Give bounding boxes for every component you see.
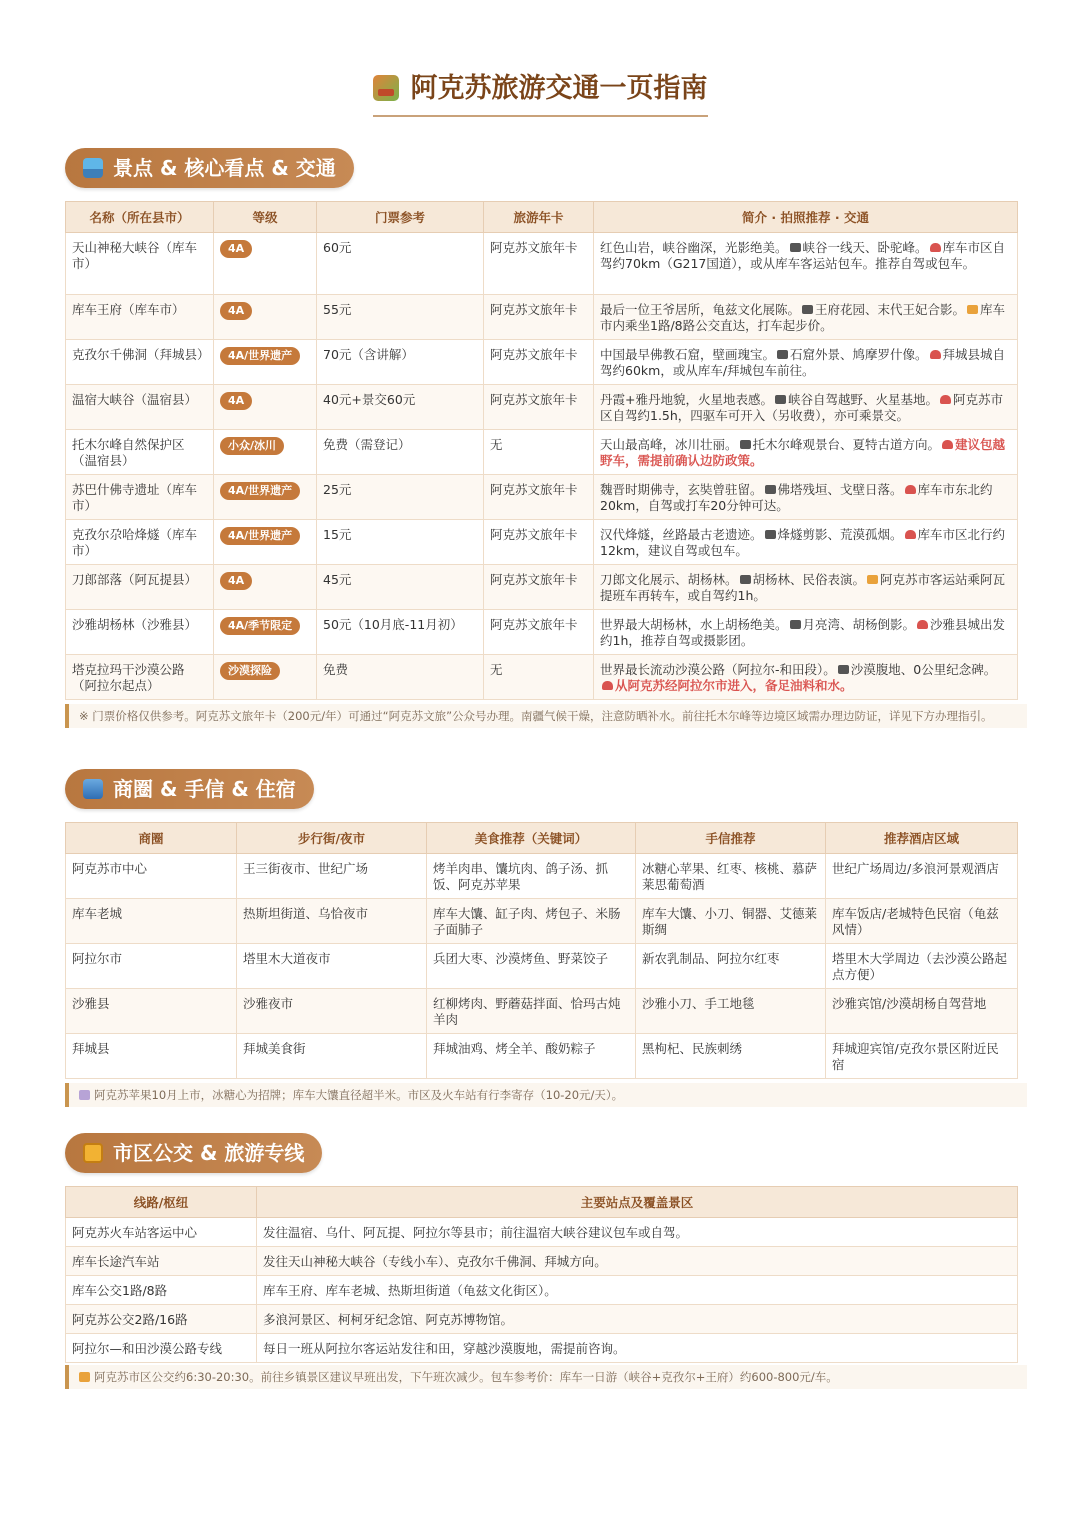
car-icon: [940, 395, 951, 404]
spot-description: [594, 520, 1018, 565]
traffic-info: 沙雅县城出发约1h，推荐自驾或摄影团。: [600, 617, 1006, 648]
intro-text: 最后一位王爷居所，龟兹文化展陈。: [600, 302, 801, 317]
table-row: [66, 1218, 1018, 1247]
level-badge: 4A: [220, 392, 252, 410]
spot-name: 克孜尔尕哈烽燧（库车市）: [66, 520, 214, 565]
transit-note: [65, 1365, 1027, 1389]
tip-icon: [79, 1090, 90, 1100]
intro-text: 中国最早佛教石窟，壁画瑰宝。: [600, 347, 776, 362]
traffic-info: 库车市区自驾约70km（G217国道），或从库车客运站包车。推荐自驾或包车。: [600, 240, 1006, 271]
route-name: 库车长途汽车站: [66, 1247, 257, 1276]
business-note: [65, 1083, 1027, 1107]
scenic-note: [65, 704, 1027, 728]
camera-icon: [790, 620, 801, 629]
column-header: 美食推荐（关键词）: [427, 823, 636, 854]
bus-icon: [79, 1372, 90, 1382]
ticket-price: 40元+景交60元: [317, 385, 484, 430]
spot-name: 库车王府（库车市）: [66, 295, 214, 340]
table-row: [66, 475, 1018, 520]
food-keywords: 兵团大枣、沙漠烤鱼、野菜饺子: [427, 944, 636, 989]
night-market: 王三街夜市、世纪广场: [237, 854, 427, 899]
page-title: [373, 66, 708, 117]
spot-description: [594, 610, 1018, 655]
table-row: [66, 340, 1018, 385]
level-cell: [214, 385, 317, 430]
table-row: [66, 989, 1018, 1034]
table-header-row: [66, 823, 1018, 854]
intro-text: 丹霞+雅丹地貌，火星地表感。: [600, 392, 773, 407]
column-header: 线路/枢纽: [66, 1187, 257, 1218]
level-badge: 4A: [220, 572, 252, 590]
photo-tips: 峡谷自驾越野、火星基地。: [787, 392, 938, 407]
level-badge: 4A/世界遗产: [220, 527, 300, 545]
note-text: 阿克苏苹果10月上市，冰糖心为招牌；库车大馕直径超半米。市区及火车站有行李寄存（10-20元/天）。: [94, 1088, 624, 1102]
route-stops: 库车王府、库车老城、热斯坦街道（龟兹文化街区）。: [257, 1276, 1018, 1305]
level-cell: [214, 430, 317, 475]
table-row: [66, 854, 1018, 899]
column-header: 简介 · 拍照推荐 · 交通: [594, 202, 1018, 233]
business-table: [65, 822, 1018, 1079]
camera-icon: [838, 665, 849, 674]
spot-description: [594, 475, 1018, 520]
spot-description: [594, 565, 1018, 610]
table-header-row: [66, 1187, 1018, 1218]
table-row: [66, 1276, 1018, 1305]
section-header-scenic: [65, 148, 354, 188]
photo-tips: 王府花园、末代王妃合影。: [815, 302, 966, 317]
car-icon: [942, 440, 953, 449]
souvenirs: 新农乳制品、阿拉尔红枣: [636, 944, 826, 989]
table-row: [66, 1247, 1018, 1276]
spot-description: [594, 430, 1018, 475]
traffic-info: 建议包越野车，需提前确认边防政策。: [600, 437, 1006, 468]
page-header: [0, 66, 1080, 117]
level-cell: [214, 340, 317, 385]
level-cell: [214, 565, 317, 610]
note-text: ※ 门票价格仅供参考。阿克苏文旅年卡（200元/年）可通过“阿克苏文旅”公众号办理。南疆气候干燥，注意防晒补水。前往托木尔峰等边境区域需办理边防证，详见下方办理指引。: [79, 709, 993, 723]
night-market: 热斯坦街道、乌恰夜市: [237, 899, 427, 944]
table-row: [66, 655, 1018, 700]
table-row: [66, 944, 1018, 989]
level-badge: 小众/冰川: [220, 437, 284, 455]
traffic-info: 库车市区北行约12km，建议自驾或包车。: [600, 527, 1006, 558]
intro-text: 天山最高峰，冰川壮丽。: [600, 437, 738, 452]
annual-card: 阿克苏文旅年卡: [484, 610, 594, 655]
spot-description: [594, 233, 1018, 295]
spot-name: 克孜尔千佛洞（拜城县）: [66, 340, 214, 385]
route-stops: 发往温宿、乌什、阿瓦提、阿拉尔等县市；前往温宿大峡谷建议包车或自驾。: [257, 1218, 1018, 1247]
photo-tips: 佛塔残垣、戈壁日落。: [777, 482, 903, 497]
annual-card: 阿克苏文旅年卡: [484, 295, 594, 340]
ticket-price: 70元（含讲解）: [317, 340, 484, 385]
intro-text: 世界最大胡杨林，水上胡杨绝美。: [600, 617, 788, 632]
traffic-info: 库车市内乘坐1路/8路公交直达，打车起步价。: [600, 302, 1006, 333]
route-name: 阿克苏公交2路/16路: [66, 1305, 257, 1334]
intro-text: 红色山岩，峡谷幽深，光影绝美。: [600, 240, 788, 255]
table-row: [66, 1305, 1018, 1334]
spot-name: 塔克拉玛干沙漠公路（阿拉尔起点）: [66, 655, 214, 700]
intro-text: 世界最长流动沙漠公路（阿拉尔-和田段）。: [600, 662, 836, 677]
camera-icon: [765, 530, 776, 539]
spot-name: 苏巴什佛寺遗址（库车市）: [66, 475, 214, 520]
section-title: 市区公交 & 旅游专线: [113, 1141, 305, 1165]
photo-tips: 月亮湾、胡杨倒影。: [802, 617, 916, 632]
camera-icon: [777, 350, 788, 359]
column-header: 推荐酒店区域: [826, 823, 1018, 854]
annual-card: 阿克苏文旅年卡: [484, 565, 594, 610]
district-name: 库车老城: [66, 899, 237, 944]
food-keywords: 拜城油鸡、烤全羊、酸奶粽子: [427, 1034, 636, 1079]
souvenirs: 黑枸杞、民族刺绣: [636, 1034, 826, 1079]
level-cell: [214, 655, 317, 700]
table-row: [66, 1034, 1018, 1079]
level-badge: 4A: [220, 240, 252, 258]
spot-name: 沙雅胡杨林（沙雅县）: [66, 610, 214, 655]
spot-description: [594, 385, 1018, 430]
table-row: [66, 385, 1018, 430]
route-name: 阿拉尔—和田沙漠公路专线: [66, 1334, 257, 1363]
column-header: 门票参考: [317, 202, 484, 233]
bus-icon: [83, 1143, 103, 1163]
page-title-text: 阿克苏旅游交通一页指南: [410, 73, 708, 104]
photo-tips: 峡谷一线天、卧驼峰。: [802, 240, 928, 255]
camera-icon: [802, 305, 813, 314]
route-stops: 多浪河景区、柯柯牙纪念馆、阿克苏博物馆。: [257, 1305, 1018, 1334]
bus-icon: [967, 305, 978, 314]
annual-card: 无: [484, 655, 594, 700]
column-header: 旅游年卡: [484, 202, 594, 233]
column-header: 主要站点及覆盖景区: [257, 1187, 1018, 1218]
shopping-icon: [83, 779, 103, 799]
table-row: [66, 610, 1018, 655]
traffic-info: 库车市东北约20km，自驾或打车20分钟可达。: [600, 482, 993, 513]
level-badge: 4A: [220, 302, 252, 320]
level-cell: [214, 610, 317, 655]
night-market: 沙雅夜市: [237, 989, 427, 1034]
annual-card: 阿克苏文旅年卡: [484, 520, 594, 565]
section-header-business: [65, 769, 314, 809]
spot-description: [594, 295, 1018, 340]
spot-description: [594, 655, 1018, 700]
column-header: 等级: [214, 202, 317, 233]
ticket-price: 50元（10月底-11月初）: [317, 610, 484, 655]
table-header-row: [66, 202, 1018, 233]
level-badge: 4A/世界遗产: [220, 482, 300, 500]
district-name: 阿拉尔市: [66, 944, 237, 989]
ticket-price: 55元: [317, 295, 484, 340]
annual-card: 无: [484, 430, 594, 475]
section-title: 景点 & 核心看点 & 交通: [113, 156, 336, 180]
souvenirs: 库车大馕、小刀、铜器、艾德莱斯绸: [636, 899, 826, 944]
spot-description: [594, 340, 1018, 385]
level-badge: 沙漠探险: [220, 662, 280, 680]
route-name: 阿克苏火车站客运中心: [66, 1218, 257, 1247]
table-row: [66, 295, 1018, 340]
column-header: 手信推荐: [636, 823, 826, 854]
intro-text: 魏晋时期佛寺，玄奘曾驻留。: [600, 482, 763, 497]
route-stops: 每日一班从阿拉尔客运站发往和田，穿越沙漠腹地，需提前咨询。: [257, 1334, 1018, 1363]
camera-icon: [775, 395, 786, 404]
scenic-table: [65, 201, 1018, 700]
traffic-info: 从阿克苏经阿拉尔市进入，备足油料和水。: [615, 678, 853, 693]
level-badge: 4A/季节限定: [220, 617, 300, 635]
spot-name: 温宿大峡谷（温宿县）: [66, 385, 214, 430]
section-title: 商圈 & 手信 & 住宿: [113, 777, 296, 801]
traffic-info: 阿克苏市区自驾约1.5h，四驱车可开入（另收费），亦可乘景交。: [600, 392, 1004, 423]
note-text: 阿克苏市区公交约6:30-20:30。前往乡镇景区建议早班出发，下午班次减少。包车参考价：库车一日游（峡谷+克孜尔+王府）约600-800元/车。: [94, 1370, 838, 1384]
district-name: 阿克苏市中心: [66, 854, 237, 899]
hotel-area: 沙雅宾馆/沙漠胡杨自驾营地: [826, 989, 1018, 1034]
souvenirs: 冰糖心苹果、红枣、核桃、慕萨莱思葡萄酒: [636, 854, 826, 899]
district-name: 沙雅县: [66, 989, 237, 1034]
level-cell: [214, 295, 317, 340]
intro-text: 刀郎文化展示、胡杨林。: [600, 572, 738, 587]
camera-icon: [765, 485, 776, 494]
table-row: [66, 899, 1018, 944]
level-badge: 4A/世界遗产: [220, 347, 300, 365]
car-icon: [905, 485, 916, 494]
hotel-area: 世纪广场周边/多浪河景观酒店: [826, 854, 1018, 899]
car-icon: [905, 530, 916, 539]
route-name: 库车公交1路/8路: [66, 1276, 257, 1305]
district-name: 拜城县: [66, 1034, 237, 1079]
route-stops: 发往天山神秘大峡谷（专线小车）、克孜尔千佛洞、拜城方向。: [257, 1247, 1018, 1276]
photo-tips: 烽燧剪影、荒漠孤烟。: [777, 527, 903, 542]
table-row: [66, 430, 1018, 475]
food-keywords: 库车大馕、缸子肉、烤包子、米肠子面肺子: [427, 899, 636, 944]
car-icon: [930, 350, 941, 359]
traffic-info: 阿克苏市客运站乘阿瓦提班车再转车，或自驾约1h。: [600, 572, 1006, 603]
spot-name: 刀郎部落（阿瓦提县）: [66, 565, 214, 610]
spot-name: 天山神秘大峡谷（库车市）: [66, 233, 214, 295]
annual-card: 阿克苏文旅年卡: [484, 385, 594, 430]
car-icon: [917, 620, 928, 629]
camera-icon: [740, 575, 751, 584]
night-market: 拜城美食街: [237, 1034, 427, 1079]
food-keywords: 烤羊肉串、馕坑肉、鸽子汤、抓饭、阿克苏苹果: [427, 854, 636, 899]
annual-card: 阿克苏文旅年卡: [484, 340, 594, 385]
intro-text: 汉代烽燧，丝路最古老遗迹。: [600, 527, 763, 542]
photo-tips: 石窟外景、鸠摩罗什像。: [790, 347, 928, 362]
ticket-price: 45元: [317, 565, 484, 610]
ticket-price: 60元: [317, 233, 484, 295]
table-row: [66, 565, 1018, 610]
car-icon: [930, 243, 941, 252]
traffic-info: 拜城县城自驾约60km，或从库车/拜城包车前往。: [600, 347, 1006, 378]
hotel-area: 塔里木大学周边（去沙漠公路起点方便）: [826, 944, 1018, 989]
food-keywords: 红柳烤肉、野蘑菇拌面、恰玛古炖羊肉: [427, 989, 636, 1034]
car-icon: [602, 681, 613, 690]
scenery-icon: [373, 75, 399, 101]
camera-icon: [790, 243, 801, 252]
section-header-transit: [65, 1133, 322, 1173]
table-row: [66, 1334, 1018, 1363]
level-cell: [214, 233, 317, 295]
table-row: [66, 520, 1018, 565]
mountain-icon: [83, 158, 103, 178]
column-header: 名称（所在县市）: [66, 202, 214, 233]
annual-card: 阿克苏文旅年卡: [484, 233, 594, 295]
ticket-price: 免费: [317, 655, 484, 700]
ticket-price: 25元: [317, 475, 484, 520]
photo-tips: 胡杨林、民俗表演。: [752, 572, 866, 587]
column-header: 商圈: [66, 823, 237, 854]
spot-name: 托木尔峰自然保护区（温宿县）: [66, 430, 214, 475]
annual-card: 阿克苏文旅年卡: [484, 475, 594, 520]
transit-table: [65, 1186, 1018, 1363]
photo-tips: 沙漠腹地、0公里纪念碑。: [850, 662, 997, 677]
column-header: 步行街/夜市: [237, 823, 427, 854]
souvenirs: 沙雅小刀、手工地毯: [636, 989, 826, 1034]
bus-icon: [867, 575, 878, 584]
ticket-price: 15元: [317, 520, 484, 565]
camera-icon: [740, 440, 751, 449]
ticket-price: 免费（需登记）: [317, 430, 484, 475]
hotel-area: 拜城迎宾馆/克孜尔景区附近民宿: [826, 1034, 1018, 1079]
photo-tips: 托木尔峰观景台、夏特古道方向。: [752, 437, 941, 452]
level-cell: [214, 475, 317, 520]
night-market: 塔里木大道夜市: [237, 944, 427, 989]
table-row: [66, 233, 1018, 295]
hotel-area: 库车饭店/老城特色民宿（龟兹风情）: [826, 899, 1018, 944]
level-cell: [214, 520, 317, 565]
